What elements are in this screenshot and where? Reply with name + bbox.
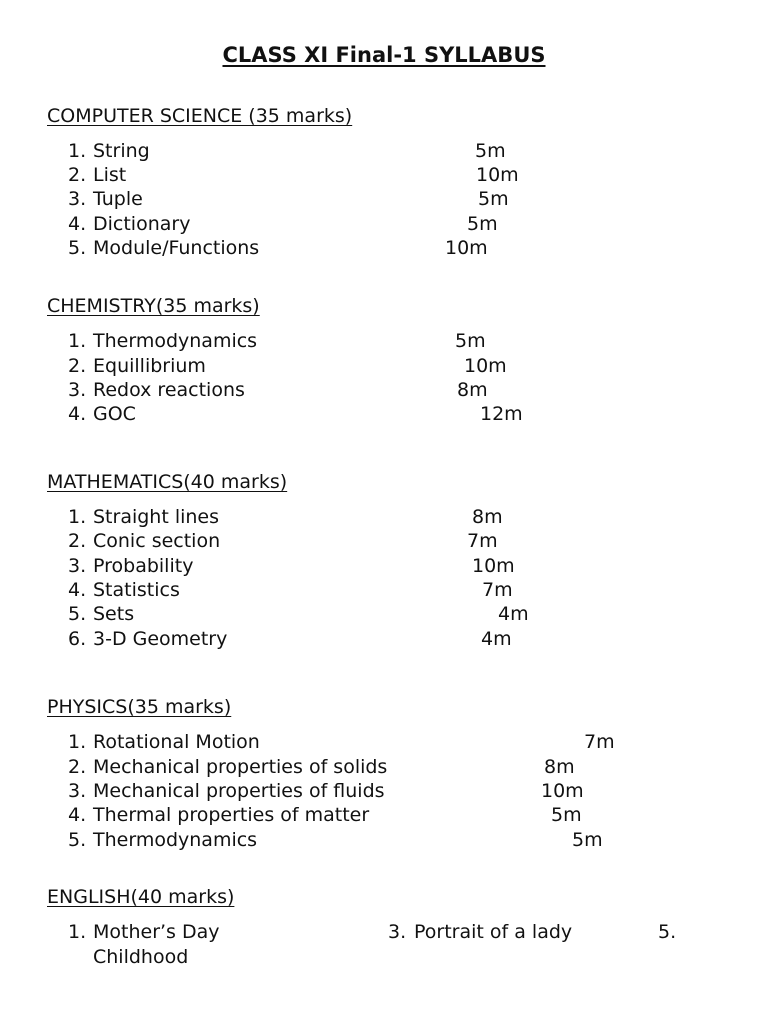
item-marks: 10m <box>445 237 488 259</box>
list-item-number: 3. <box>388 921 407 943</box>
item-marks: 12m <box>480 403 523 425</box>
item-marks: 5m <box>475 140 506 162</box>
item-number: 6. <box>68 628 87 650</box>
item-topic: 3-D Geometry <box>93 628 228 650</box>
item-number: 1. <box>68 140 87 162</box>
list-item-topic: Mother’s Day <box>93 921 220 943</box>
item-number: 2. <box>68 530 87 552</box>
item-topic: Mechanical properties of fluids <box>93 780 385 802</box>
item-marks: 4m <box>481 628 512 650</box>
item-topic: Conic section <box>93 530 221 552</box>
item-topic: Equillibrium <box>93 355 206 377</box>
item-topic: GOC <box>93 403 136 425</box>
item-topic: Straight lines <box>93 506 220 528</box>
list-item-number: 1. <box>68 921 87 943</box>
item-topic: Thermodynamics <box>93 829 258 851</box>
item-topic: List <box>93 164 127 186</box>
item-number: 4. <box>68 213 87 235</box>
item-topic: Module/Functions <box>93 237 260 259</box>
item-number: 2. <box>68 164 87 186</box>
item-number: 2. <box>68 355 87 377</box>
item-marks: 10m <box>472 555 515 577</box>
item-number: 1. <box>68 330 87 352</box>
item-topic: Statistics <box>93 579 180 601</box>
item-marks: 5m <box>478 188 509 210</box>
item-number: 3. <box>68 555 87 577</box>
document-title: CLASS XI Final-1 SYLLABUS <box>222 43 546 67</box>
item-topic: Redox reactions <box>93 379 245 401</box>
item-marks: 5m <box>455 330 486 352</box>
list-item-topic: Childhood <box>93 946 189 968</box>
section-heading-physics: PHYSICS(35 marks) <box>47 696 232 718</box>
item-number: 4. <box>68 579 87 601</box>
item-marks: 8m <box>472 506 503 528</box>
item-topic: Thermal properties of matter <box>93 804 370 826</box>
item-marks: 10m <box>476 164 519 186</box>
item-topic: Sets <box>93 603 135 625</box>
item-topic: Mechanical properties of solids <box>93 756 388 778</box>
item-number: 1. <box>68 506 87 528</box>
item-marks: 10m <box>541 780 584 802</box>
item-topic: Probability <box>93 555 194 577</box>
item-marks: 7m <box>584 731 615 753</box>
item-number: 3. <box>68 379 87 401</box>
item-number: 4. <box>68 804 87 826</box>
item-marks: 8m <box>544 756 575 778</box>
section-heading-mathematics: MATHEMATICS(40 marks) <box>47 471 288 493</box>
section-heading-english: ENGLISH(40 marks) <box>47 886 235 908</box>
item-marks: 7m <box>482 579 513 601</box>
section-heading-computer-science: COMPUTER SCIENCE (35 marks) <box>47 105 353 127</box>
item-number: 3. <box>68 780 87 802</box>
item-number: 5. <box>68 237 87 259</box>
item-marks: 5m <box>467 213 498 235</box>
item-topic: Rotational Motion <box>93 731 260 753</box>
item-marks: 5m <box>551 804 582 826</box>
item-marks: 4m <box>498 603 529 625</box>
item-number: 5. <box>68 829 87 851</box>
item-marks: 8m <box>457 379 488 401</box>
list-item-topic: Portrait of a lady <box>414 921 573 943</box>
item-marks: 7m <box>467 530 498 552</box>
item-number: 2. <box>68 756 87 778</box>
section-heading-chemistry: CHEMISTRY(35 marks) <box>47 295 260 317</box>
list-item-number: 5. <box>658 921 677 943</box>
item-number: 5. <box>68 603 87 625</box>
item-topic: String <box>93 140 150 162</box>
item-topic: Dictionary <box>93 213 191 235</box>
item-number: 4. <box>68 403 87 425</box>
item-topic: Tuple <box>93 188 143 210</box>
item-marks: 10m <box>464 355 507 377</box>
item-number: 3. <box>68 188 87 210</box>
item-topic: Thermodynamics <box>93 330 258 352</box>
item-marks: 5m <box>572 829 603 851</box>
item-number: 1. <box>68 731 87 753</box>
